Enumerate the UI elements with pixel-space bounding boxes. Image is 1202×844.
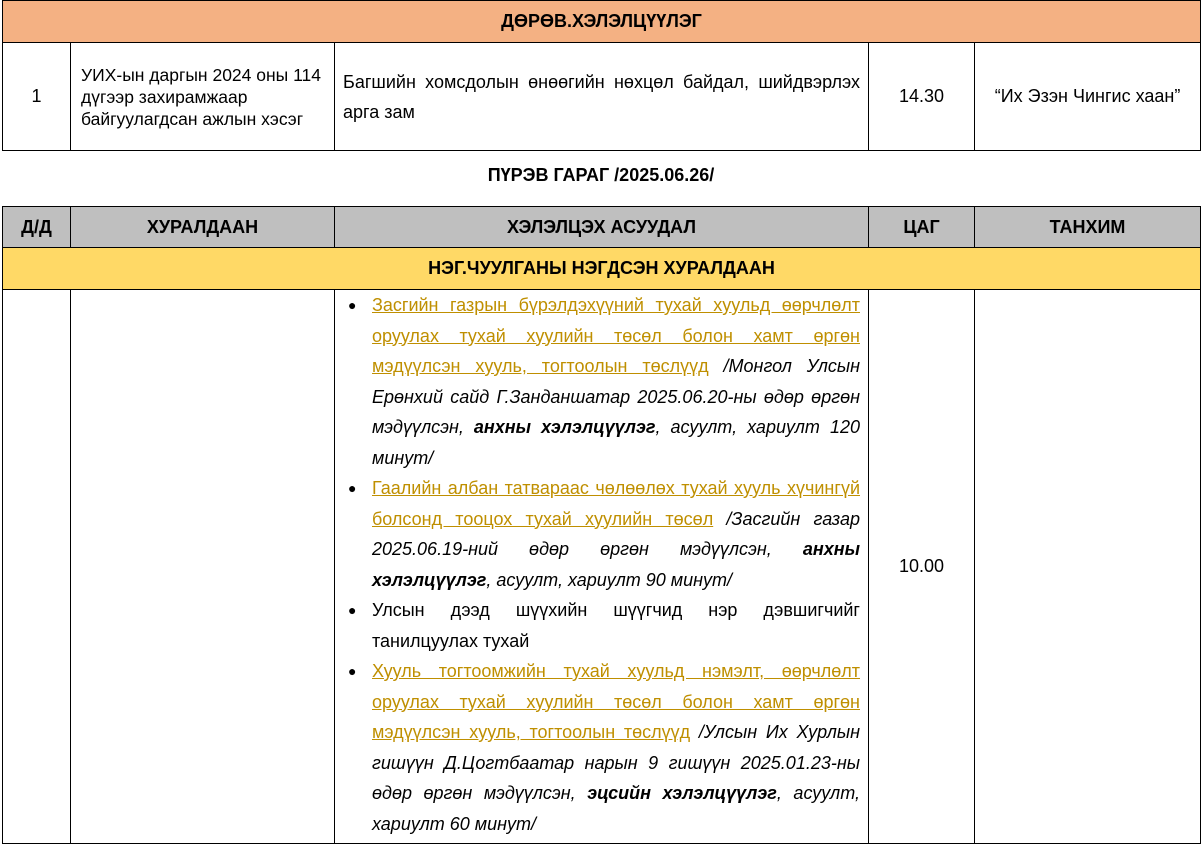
header-row (3, 207, 1201, 248)
item-tail: , асуулт, хариулт 60 минут/ (372, 783, 860, 834)
table-row (3, 43, 1201, 151)
session-name: УИХ-ын даргын 2024 оны 114 дүгээр захирамжаар байгуулагдсан ажлын хэсэг (71, 43, 335, 151)
session-time: 14.30 (869, 43, 975, 151)
agenda-item (343, 290, 860, 473)
bill-link[interactable]: Гаалийн албан татвараас чөлөөлөх тухай хууль хүчингүй болсонд тооцох тухай хуулийн төсөл (372, 478, 860, 529)
session-time: 10.00 (869, 290, 975, 844)
bullet-icon: ● (348, 297, 357, 313)
item-stage: эцсийн хэлэлцүүлэг (587, 783, 777, 803)
header-time: ЦАГ (869, 207, 975, 248)
bullet-icon: ● (348, 663, 357, 679)
bill-link[interactable]: Засгийн газрын бүрэлдэхүүний тухай хуульд өөрчлөлт оруулах тухай хуулийн төсөл болон хамт өргөн мэдүүлсэн хууль, тогтоолын төслүүд (372, 295, 860, 376)
section-heading: ДӨРӨВ.ХЭЛЭЛЦҮҮЛЭГ (3, 1, 1201, 43)
agenda-cell (335, 290, 869, 844)
item-stage: анхны хэлэлцүүлэг (372, 539, 860, 590)
schedule-table (2, 206, 1201, 844)
item-note: /Улсын Их Хурлын гишүүн Д.Цогтбаатар нарын 9 гишүүн 2025.01.23-ны өдөр өргөн мэдүүлсэн, (372, 722, 860, 803)
item-note: /Монгол Улсын Ерөнхий сайд Г.Занданшатар 2025.06.20-ны өдөр өргөн мэдүүлсэн, (372, 356, 860, 437)
header-room: ТАНХИМ (975, 207, 1201, 248)
agenda-item (343, 595, 860, 656)
agenda-item (343, 473, 860, 595)
row-number (3, 290, 71, 844)
item-text: Улсын дээд шүүхийн шүүгчид нэр дэвшигчийг танилцуулах тухай (372, 600, 860, 651)
bullet-icon: ● (348, 602, 357, 618)
session-room: “Их Эзэн Чингис хаан” (975, 43, 1201, 151)
agenda-list (343, 290, 860, 839)
item-note: /Засгийн газар 2025.06.19-ний өдөр өргөн мэдүүлсэн, (372, 508, 860, 559)
item-stage: анхны хэлэлцүүлэг (473, 417, 656, 437)
header-session: ХУРАЛДААН (71, 207, 335, 248)
bill-link[interactable]: Хууль тогтоомжийн тухай хуульд нэмэлт, өөрчлөлт оруулах тухай хуулийн төсөл болон хамт өргөн мэдүүлсэн хууль, тогтоолын төслүүд (372, 661, 860, 742)
date-title: ПҮРЭВ ГАРАГ /2025.06.26/ (487, 165, 715, 185)
discussion-table (2, 0, 1201, 151)
session-name (71, 290, 335, 844)
row-number: 1 (3, 43, 71, 151)
table-row (3, 290, 1201, 844)
header-topic: ХЭЛЭЛЦЭХ АСУУДАЛ (335, 207, 869, 248)
discussion-topic: Багшийн хомсдолын өнөөгийн нөхцөл байдал, шийдвэрлэх арга зам (335, 43, 869, 151)
bullet-icon: ● (348, 480, 357, 496)
item-tail: , асуулт, хариулт 120 минут/ (372, 417, 860, 468)
plenary-heading: НЭГ.ЧУУЛГАНЫ НЭГДСЭН ХУРАЛДААН (3, 248, 1201, 290)
agenda-item (343, 656, 860, 839)
session-room (975, 290, 1201, 844)
item-tail: , асуулт, хариулт 90 минут/ (486, 569, 733, 590)
header-num: Д/Д (3, 207, 71, 248)
